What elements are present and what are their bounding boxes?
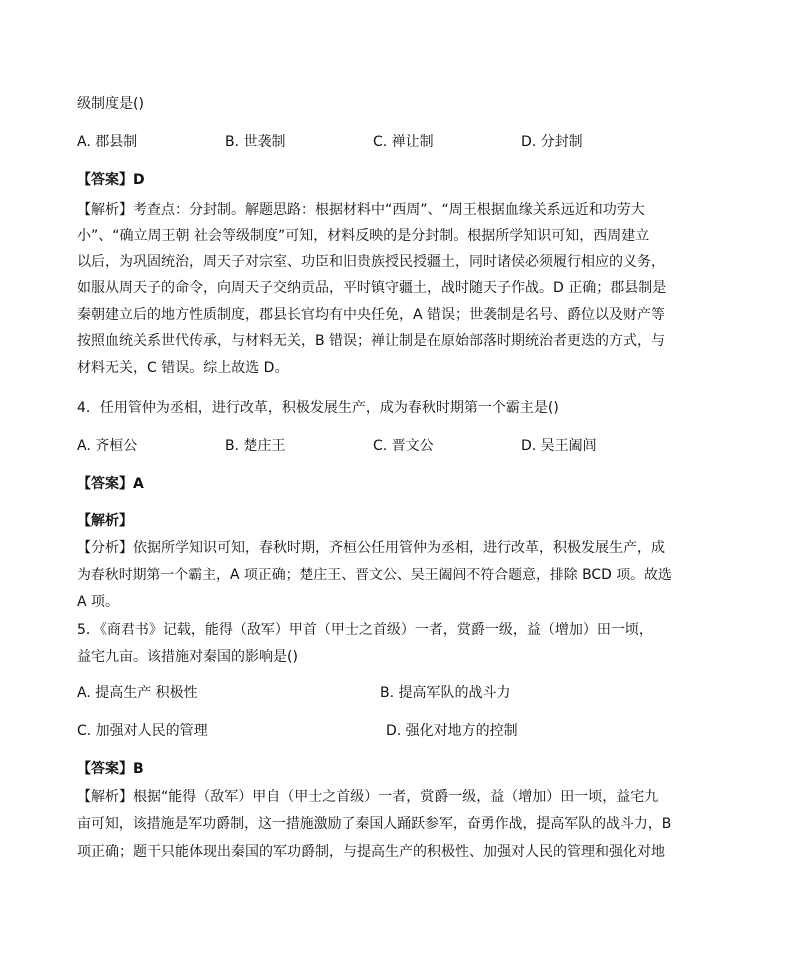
question-5-stem-line: 益宅九亩。该措施对秦国的影响是() <box>77 649 298 665</box>
question-5-option-a: A. 提高生产 积极性 <box>77 685 198 701</box>
question-3-analysis-line: 小”、“确立周王朝 社会等级制度”可知，材料反映的是分封制。根据所学知识可知，西周建立 <box>77 228 650 244</box>
question-4-analysis-line: 为春秋时期第一个霸主，A 项正确；楚庄王、晋文公、吴王阖闾不符合题意，排除 BCD 项。故选 <box>77 567 672 583</box>
question-4-option-c: C. 晋文公 <box>373 438 434 454</box>
question-3-analysis-line: 以后，为巩固统治，周天子对宗室、功臣和旧贵族授民授疆土，同时诸侯必须履行相应的义务， <box>77 254 665 270</box>
question-4-analysis-line: 【分析】依据所学知识可知，春秋时期，齐桓公任用管仲为丞相，进行改革，积极发展生产，成 <box>77 540 665 556</box>
question-3-option-b: B. 世袭制 <box>225 134 286 150</box>
question-4-answer: 【答案】A <box>77 476 144 492</box>
question-4-analysis-heading: 【解析】 <box>77 513 133 529</box>
question-3-analysis-line: 按照血统关系世代传承，与材料无关，B 错误；禅让制是在原始部落时期统治者更迭的方式，与 <box>77 333 666 349</box>
question-5-option-b: B. 提高军队的战斗力 <box>380 685 511 701</box>
question-5-option-c: C. 加强对人民的管理 <box>77 723 208 739</box>
question-3-analysis-line: 如服从周天子的命令，向周天子交纳贡品，平时镇守疆土，战时随天子作战。D 正确；郡县制是 <box>77 280 667 296</box>
question-3-analysis-line: 材料无关，C 错误。综上故选 D。 <box>77 360 289 376</box>
question-3-option-c: C. 禅让制 <box>373 134 434 150</box>
question-4-stem: 4．任用管仲为丞相，进行改革，积极发展生产，成为春秋时期第一个霸主是() <box>77 400 559 416</box>
question-4-option-d: D. 吴王阖闾 <box>521 438 597 454</box>
question-5-stem-line: 5．《商君书》记载，能得（敌军）甲首（甲士之首级）一者，赏爵一级，益（增加）田一顷， <box>77 622 653 638</box>
question-3-analysis-line: 【解析】考查点：分封制。解题思路：根据材料中“西周”、“周王根据血缘关系远近和功劳大 <box>77 202 645 218</box>
question-5-analysis-line: 项正确；题干只能体现出秦国的军功爵制，与提高生产的积极性、加强对人民的管理和强化对地 <box>77 844 665 860</box>
question-4-option-b: B. 楚庄王 <box>225 438 286 454</box>
question-5-answer: 【答案】B <box>77 761 144 777</box>
question-4-analysis-line: A 项。 <box>77 594 120 610</box>
question-4-option-a: A. 齐桓公 <box>77 438 138 454</box>
question-3-option-d: D. 分封制 <box>521 134 583 150</box>
question-5-analysis-line: 亩可知，该措施是军功爵制，这一措施激励了秦国人踊跃参军，奋勇作战，提高军队的战斗力，B <box>77 816 672 832</box>
question-3-option-a: A. 郡县制 <box>77 134 138 150</box>
question-5-option-d: D. 强化对地方的控制 <box>386 723 518 739</box>
question-5-analysis-line: 【解析】根据“能得（敌军）甲自（甲士之首级）一者，赏爵一级，益（增加）田一顷，益宅九 <box>77 789 659 805</box>
question-3-stem-tail: 级制度是() <box>77 96 144 112</box>
question-3-analysis-line: 秦朝建立后的地方性质制度，郡县长官均有中央任免，A 错误；世袭制是名号、爵位以及财产等 <box>77 307 666 323</box>
question-3-answer: 【答案】D <box>77 172 145 188</box>
